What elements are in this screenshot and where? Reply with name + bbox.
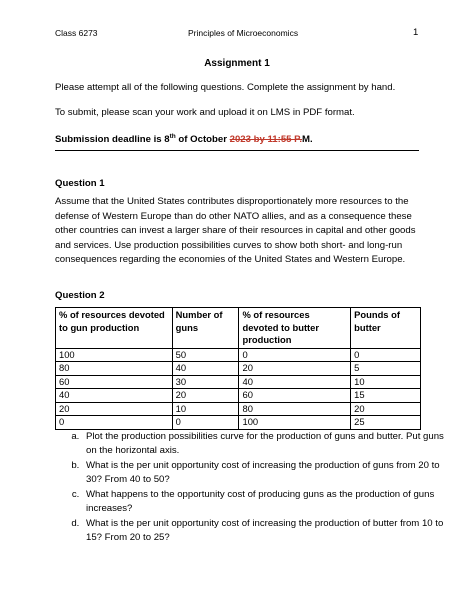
table-row (56, 362, 421, 376)
table-header-row (56, 308, 421, 349)
header-course: Principles of Microeconomics (188, 28, 299, 38)
resources-table (55, 307, 421, 430)
header-class: Class 6273 (55, 28, 98, 38)
table-row (56, 416, 421, 430)
table-cell: 30 (172, 375, 239, 389)
page-number: 1 (413, 27, 419, 38)
table-row (56, 348, 421, 362)
table-row (56, 375, 421, 389)
page-title: Assignment 1 (204, 58, 270, 69)
table-cell: 15 (351, 389, 421, 403)
table-cell: 40 (172, 362, 239, 376)
table-cell: 60 (239, 389, 351, 403)
table-cell: 0 (239, 348, 351, 362)
table-cell: 40 (239, 375, 351, 389)
table-cell: 10 (172, 402, 239, 416)
table-row (56, 389, 421, 403)
divider-line (55, 150, 419, 151)
question-1-text: Assume that the United States contributes disproportionately more resources to the defense of Western Europe than do other NATO allies, and as a consequence these other countries can invest a larger share of their resources in capital and other goods and services. Use production possibilities curves to show both short- and long-run consequences regarding the economies of the United States and Western Europe. (55, 196, 416, 265)
table-header-cell: Pounds of butter (351, 308, 421, 349)
table-cell: 25 (351, 416, 421, 430)
table-cell: 10 (351, 375, 421, 389)
deadline-month: of October (175, 134, 230, 146)
table-cell: 0 (172, 416, 239, 430)
deadline-superscript: th (169, 133, 176, 140)
table-row (56, 402, 421, 416)
deadline-suffix: M. (301, 134, 313, 146)
table-cell: 20 (239, 362, 351, 376)
table-header-cell: % of resources devoted to gun production (56, 308, 173, 349)
list-item: a. Plot the production possibilities curve for the production of guns and butter. Put guns on the horizontal axis. (82, 430, 448, 457)
question-1-heading: Question 1 (55, 178, 105, 189)
table-cell: 60 (56, 375, 173, 389)
table-cell: 40 (56, 389, 173, 403)
table-cell: 20 (172, 389, 239, 403)
table-cell: 80 (56, 362, 173, 376)
table-cell: 20 (56, 402, 173, 416)
question-2-heading: Question 2 (55, 290, 105, 301)
intro-paragraph-2: To submit, please scan your work and upload it on LMS in PDF format. (55, 107, 355, 118)
submission-deadline (55, 130, 421, 148)
table-cell: 50 (172, 348, 239, 362)
table-header-cell: Number of guns (172, 308, 239, 349)
table-cell: 100 (239, 416, 351, 430)
table-cell: 0 (351, 348, 421, 362)
table-cell: 80 (239, 402, 351, 416)
table-cell: 5 (351, 362, 421, 376)
table-cell: 0 (56, 416, 173, 430)
question-2-subquestions (55, 430, 448, 546)
deadline-struck-text: 2023 by 11:55 P. (229, 134, 302, 146)
table-header-cell: % of resources devoted to butter production (239, 308, 351, 349)
list-item: c. What happens to the opportunity cost of producing guns as the production of guns increases? (82, 488, 448, 515)
list-item: b. What is the per unit opportunity cost of increasing the production of guns from 20 to 30? From 40 to 50? (82, 459, 448, 486)
deadline-prefix: Submission deadline is 8 (55, 134, 170, 146)
intro-paragraph-1: Please attempt all of the following questions. Complete the assignment by hand. (55, 82, 396, 93)
table-cell: 100 (56, 348, 173, 362)
list-item: d. What is the per unit opportunity cost of increasing the production of butter from 10 to 15? From 20 to 25? (82, 517, 448, 544)
table-cell: 20 (351, 402, 421, 416)
